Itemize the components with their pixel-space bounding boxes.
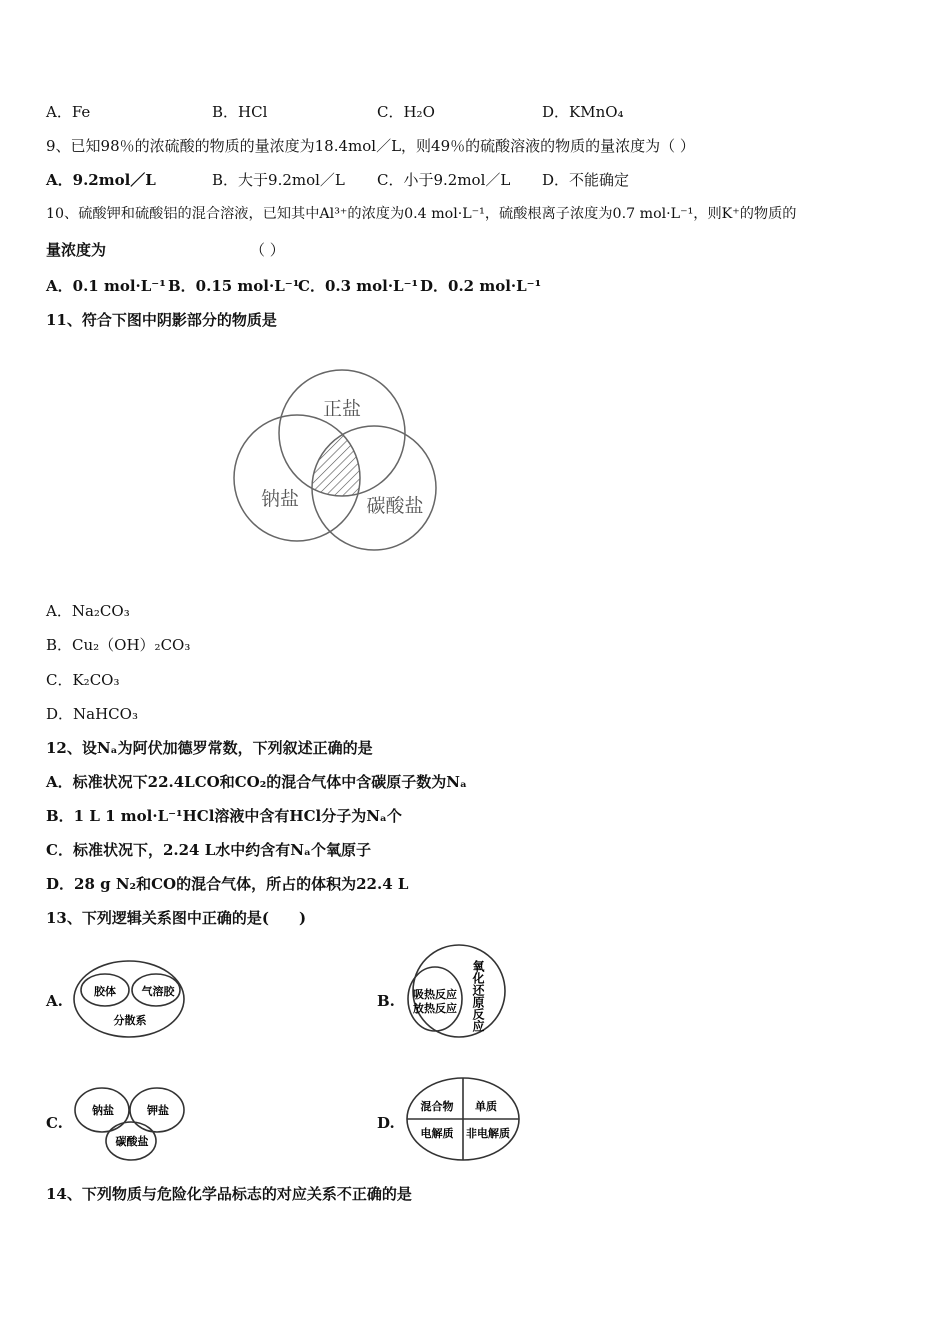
- venn-label-left: 钠盐: [260, 488, 300, 510]
- q14-stem: 14、下列物质与危险化学品标志的对应关系不正确的是: [46, 1185, 412, 1203]
- diagram-a-label-colloid: 胶体: [94, 985, 116, 998]
- q8-option-a: A．Fe: [46, 103, 91, 121]
- q12-option-a: A．标准状况下22.4LCO和CO₂的混合气体中含碳原子数为Nₐ: [46, 773, 467, 791]
- venn-label-top: 正盐: [322, 398, 362, 420]
- q13-diagram-b: [404, 942, 512, 1038]
- q11-option-c: C．K₂CO₃: [46, 671, 120, 689]
- diagram-c-label-carbonate: 碳酸盐: [115, 1135, 149, 1148]
- diagram-d-label-mixture: 混合物: [420, 1100, 454, 1113]
- q10-answer-paren: （ ）: [250, 241, 285, 259]
- diagram-d-label-nonelectrolyte: 非电解质: [466, 1127, 510, 1140]
- q9-stem: 9、已知98％的浓硫酸的物质的量浓度为18.4mol／L，则49％的硫酸溶液的物质的量浓度为（ ）: [46, 137, 695, 155]
- q13-label-d: D.: [377, 1114, 395, 1132]
- diagram-c-label-potassium: 钾盐: [147, 1104, 169, 1117]
- q10-stem-cont: 量浓度为: [46, 241, 107, 259]
- diagram-a-label-dispersion: 分散系: [113, 1014, 147, 1027]
- q13-stem: 13、下列逻辑关系图中正确的是( ): [46, 909, 307, 927]
- q12-stem: 12、设Nₐ为阿伏加德罗常数，下列叙述正确的是: [46, 739, 373, 757]
- q12-option-d: D．28 g N₂和CO的混合气体，所占的体积为22.4 L: [46, 875, 409, 893]
- q13-diagram-d: [404, 1075, 522, 1163]
- q11-option-a: A．Na₂CO₃: [46, 602, 130, 620]
- diagram-b-label-exothermic: 放热反应: [413, 1002, 457, 1015]
- q12-option-c: C．标准状况下，2.24 L水中约含有Nₐ个氧原子: [46, 841, 371, 859]
- q12-option-b: B．1 L 1 mol·L⁻¹HCl溶液中含有HCl分子为Nₐ个: [46, 807, 402, 825]
- q11-stem: 11、符合下图中阴影部分的物质是: [46, 311, 277, 329]
- q10-option-d: D．0.2 mol·L⁻¹: [420, 277, 542, 295]
- venn-label-right: 碳酸盐: [366, 495, 424, 517]
- q9-option-b: B．大于9.2mol／L: [212, 171, 345, 189]
- q13-label-b: B.: [377, 992, 395, 1010]
- q8-option-b: B．HCl: [212, 103, 268, 121]
- q10-option-b: B．0.15 mol·L⁻¹: [168, 277, 300, 295]
- q10-stem: 10、硫酸钾和硫酸铝的混合溶液，已知其中Al³⁺的浓度为0.4 mol·L⁻¹，硫酸根离子浓度为0.7 mol·L⁻¹，则K⁺的物质的: [46, 206, 797, 222]
- q9-option-d: D．不能确定: [542, 171, 630, 189]
- q13-label-c: C.: [46, 1114, 63, 1132]
- q10-option-a: A．0.1 mol·L⁻¹: [46, 277, 166, 295]
- q11-venn-diagram: [220, 355, 460, 560]
- q9-option-c: C．小于9.2mol／L: [377, 171, 511, 189]
- q11-option-b: B．Cu₂（OH）₂CO₃: [46, 636, 191, 654]
- diagram-b-label-redox: 氧化还原反应: [471, 960, 485, 1032]
- q13-label-a: A.: [46, 992, 63, 1010]
- q10-option-c: C．0.3 mol·L⁻¹: [298, 277, 419, 295]
- diagram-c-label-sodium: 钠盐: [92, 1104, 114, 1117]
- q13-diagram-c: [72, 1084, 188, 1164]
- q11-option-d: D．NaHCO₃: [46, 705, 138, 723]
- q8-option-d: D．KMnO₄: [542, 103, 624, 121]
- diagram-a-label-aerosol: 气溶胶: [141, 985, 175, 998]
- diagram-d-label-electrolyte: 电解质: [420, 1127, 454, 1140]
- q8-option-c: C．H₂O: [377, 103, 435, 121]
- diagram-b-label-endothermic: 吸热反应: [413, 988, 457, 1001]
- q13-diagram-a: [72, 958, 188, 1040]
- diagram-d-label-element: 单质: [475, 1100, 497, 1113]
- q9-option-a: A．9.2mol／L: [46, 171, 156, 189]
